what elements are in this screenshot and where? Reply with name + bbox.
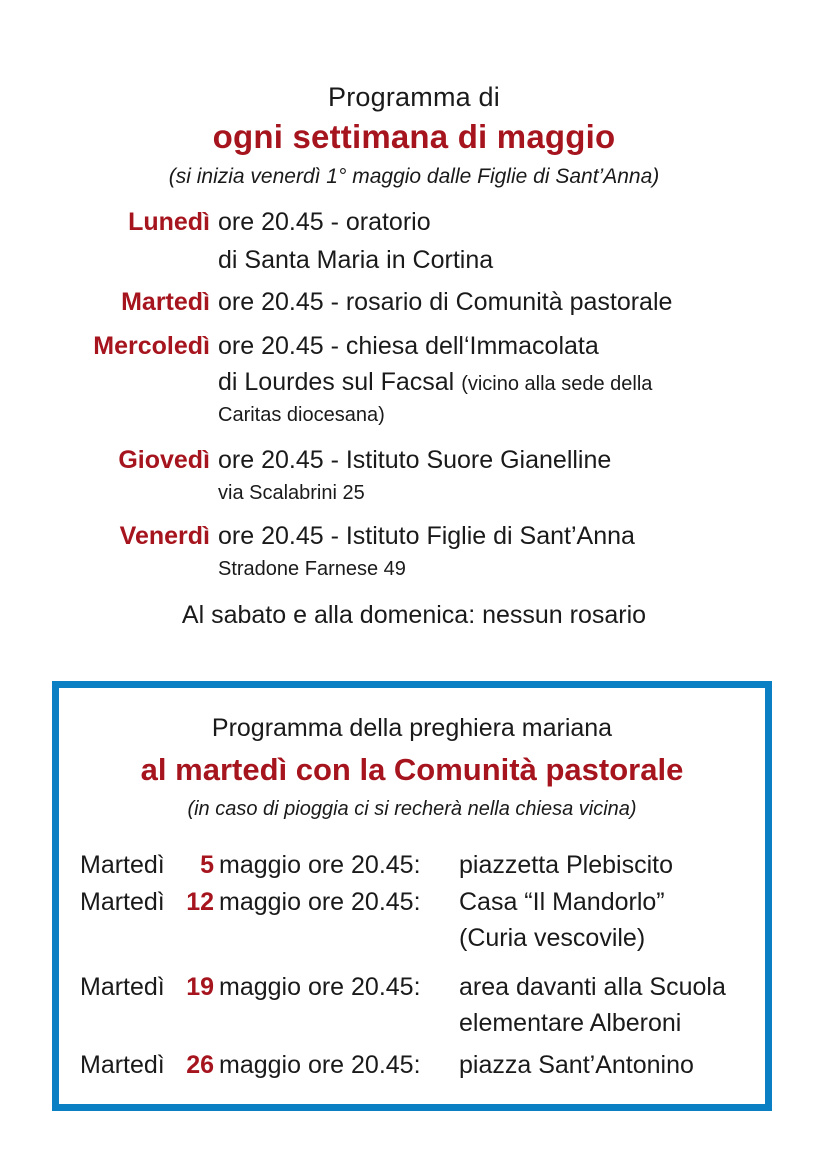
tuesday-day: Martedì	[80, 973, 165, 1001]
tuesday-day: Martedì	[80, 851, 165, 879]
tuesday-place: piazzetta Plebiscito	[459, 851, 674, 879]
box-subtitle: (in caso di pioggia ci si recherà nella chiesa vicina)	[187, 798, 637, 820]
weekly-heading: Programma di	[328, 82, 500, 112]
weekly-subtitle: (si inizia venerdì 1° maggio dalle Figlie di Sant’Anna)	[168, 165, 660, 188]
tuesday-date: 19	[186, 973, 214, 1001]
schedule-time: ore 20.45 - oratorio	[218, 208, 431, 236]
schedule-place	[218, 368, 652, 397]
tuesday-program-box	[52, 681, 772, 1111]
tuesday-place-detail: elementare Alberoni	[459, 1009, 682, 1037]
schedule-note: Caritas diocesana)	[218, 404, 385, 426]
tuesday-date: 5	[200, 851, 214, 879]
tuesday-date: 26	[186, 1051, 214, 1079]
place-note: (vicino alla sede della	[461, 373, 653, 395]
day-label: Giovedì	[118, 446, 210, 474]
day-label: Lunedì	[128, 208, 210, 236]
schedule-address: Stradone Farnese 49	[218, 558, 406, 580]
tuesday-place: Casa “Il Mandorlo”	[459, 888, 665, 916]
tuesday-time: maggio ore 20.45:	[219, 851, 421, 879]
tuesday-time: maggio ore 20.45:	[219, 973, 421, 1001]
tuesday-place: area davanti alla Scuola	[459, 973, 726, 1001]
schedule-time: ore 20.45 - chiesa dell‘Immacolata	[218, 332, 599, 360]
box-title: al martedì con la Comunità pastorale	[140, 752, 684, 787]
day-label: Martedì	[121, 288, 210, 316]
tuesday-date: 12	[186, 888, 214, 916]
schedule-time: ore 20.45 - Istituto Suore Gianelline	[218, 446, 612, 474]
schedule-place: di Santa Maria in Cortina	[218, 246, 494, 274]
tuesday-day: Martedì	[80, 888, 165, 916]
schedule-time: ore 20.45 - Istituto Figlie di Sant’Anna	[218, 522, 635, 550]
tuesday-time: maggio ore 20.45:	[219, 888, 421, 916]
day-label: Mercoledì	[93, 332, 210, 360]
weekly-title: ogni settimana di maggio	[212, 118, 616, 155]
schedule-time: ore 20.45 - rosario di Comunità pastorale	[218, 288, 673, 316]
box-heading: Programma della preghiera mariana	[211, 714, 613, 742]
schedule-address: via Scalabrini 25	[218, 482, 365, 504]
day-label: Venerdì	[119, 522, 210, 550]
weekend-note: Al sabato e alla domenica: nessun rosario	[181, 601, 647, 629]
tuesday-place-detail: (Curia vescovile)	[459, 924, 646, 952]
tuesday-place: piazza Sant’Antonino	[459, 1051, 694, 1079]
place-text: di Lourdes sul Facsal	[218, 368, 455, 396]
tuesday-time: maggio ore 20.45:	[219, 1051, 421, 1079]
tuesday-day: Martedì	[80, 1051, 165, 1079]
